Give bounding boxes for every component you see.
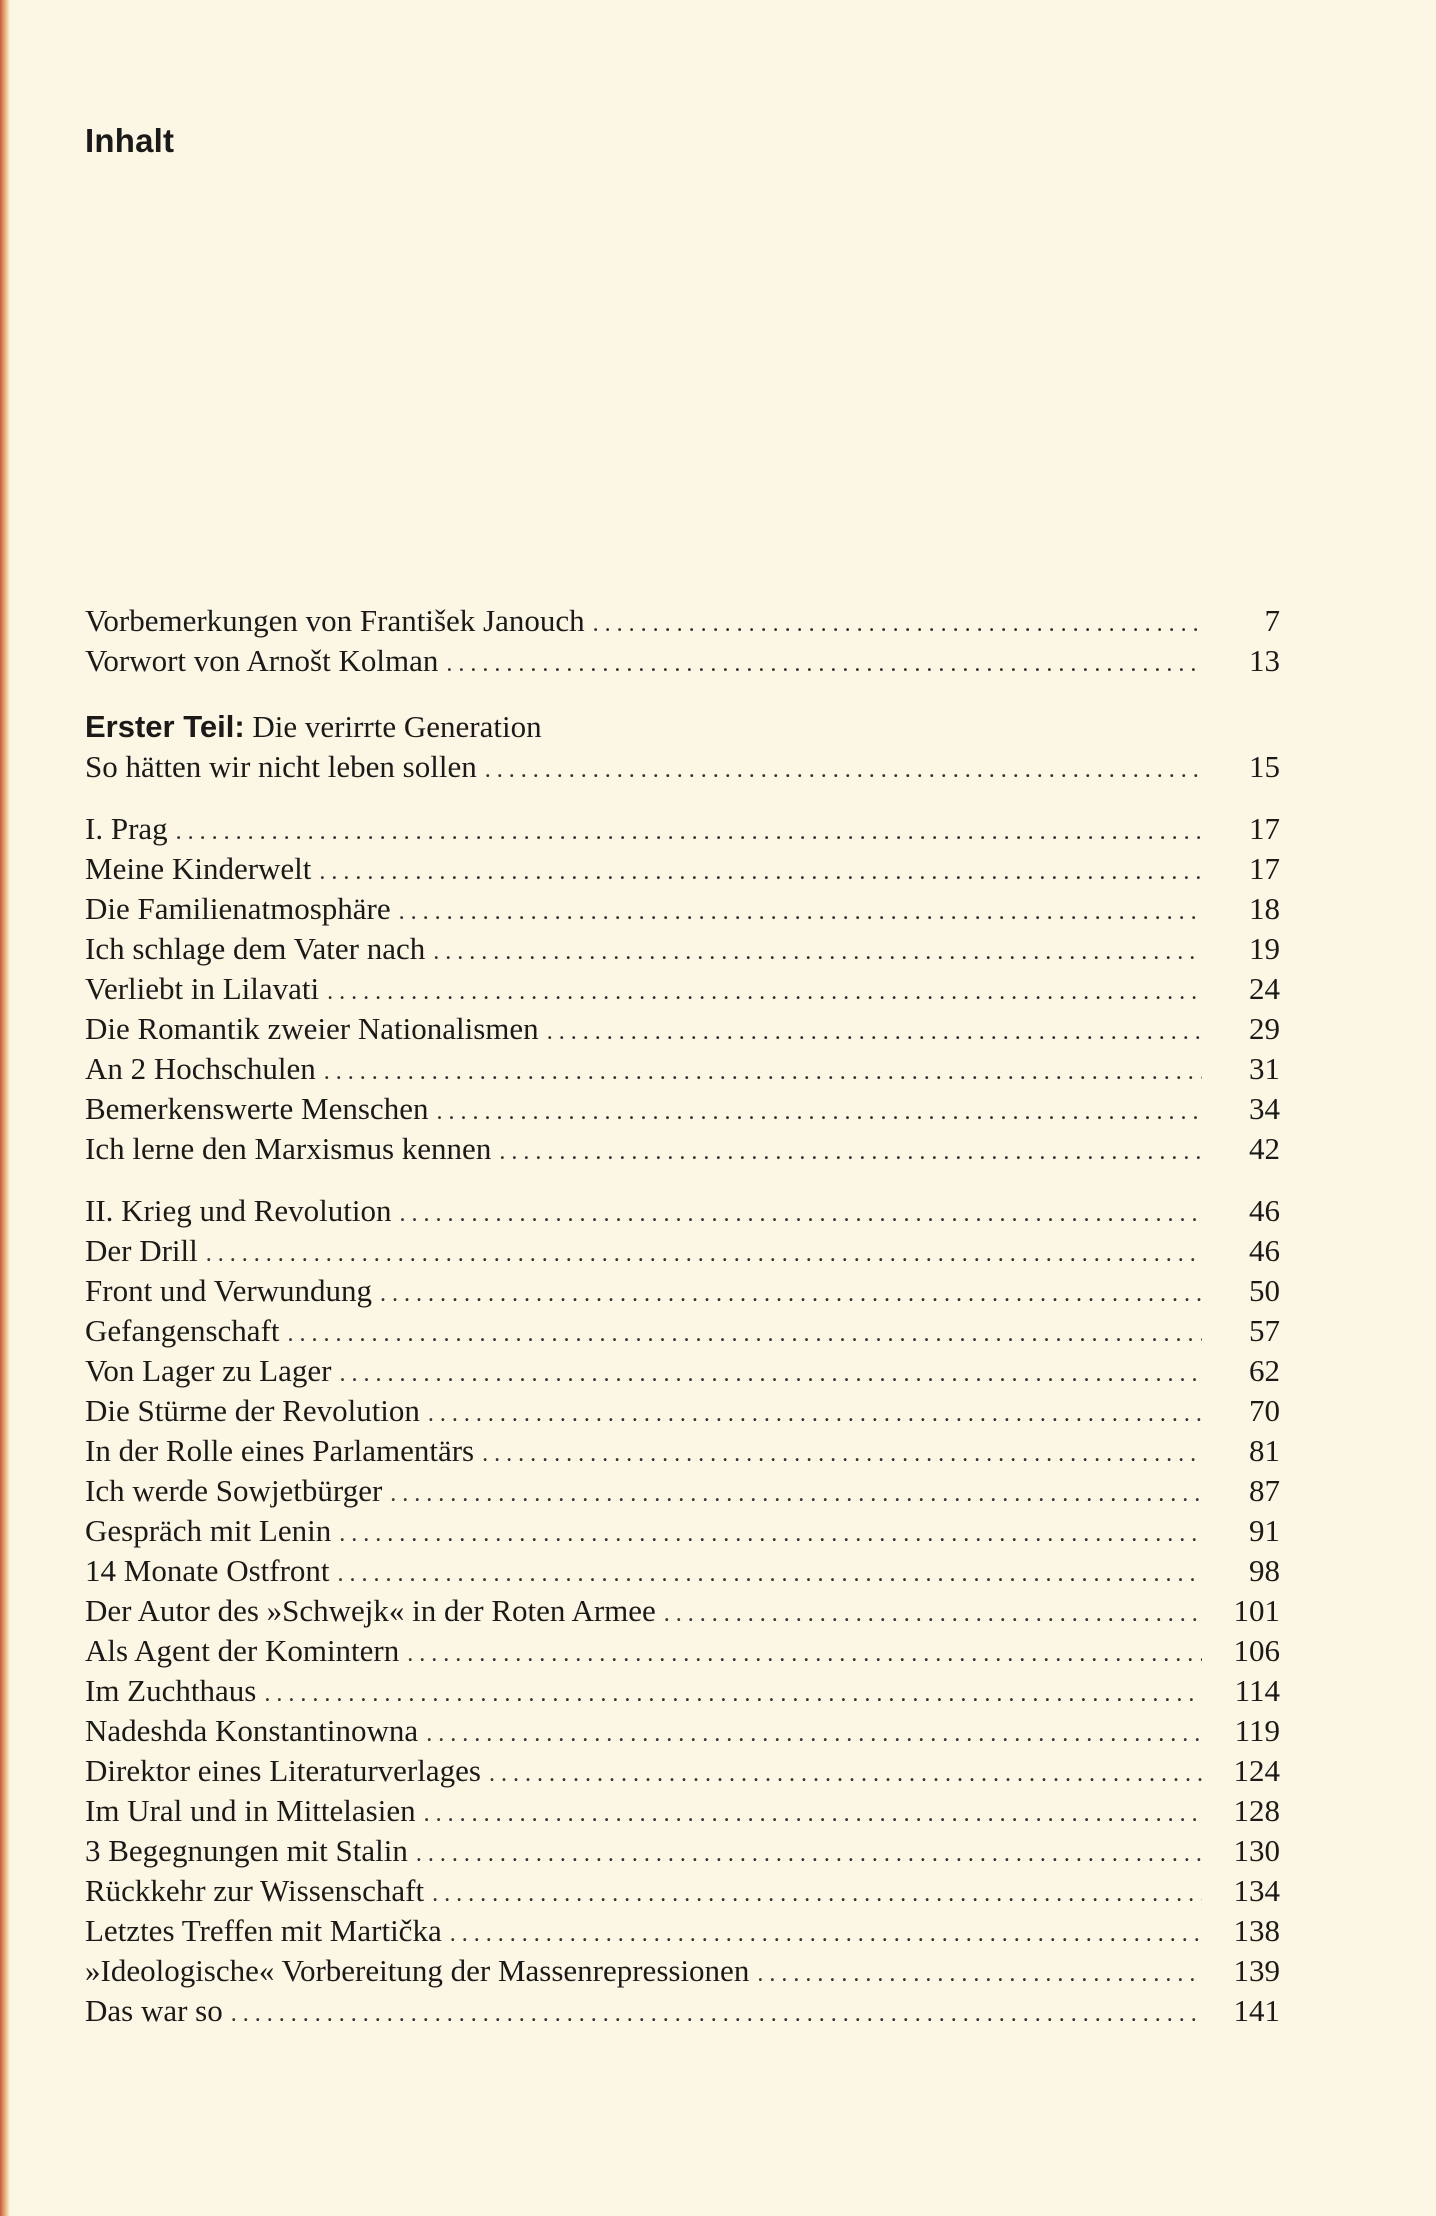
toc-entry[interactable] bbox=[85, 1551, 1280, 1591]
toc-entry[interactable] bbox=[85, 1311, 1280, 1351]
toc-entry-label: Ich lerne den Marxismus kennen bbox=[85, 1131, 492, 1166]
toc-entry-page: 15 bbox=[1249, 749, 1280, 784]
toc-entry-label: Meine Kinderwelt bbox=[85, 851, 312, 886]
toc-entry-page: 119 bbox=[1234, 1713, 1280, 1748]
toc-entry[interactable] bbox=[85, 1391, 1280, 1431]
dot-leader bbox=[547, 1012, 1202, 1052]
toc-entry[interactable] bbox=[85, 1471, 1280, 1511]
toc-entry[interactable] bbox=[85, 1911, 1280, 1951]
section-gap bbox=[85, 681, 1280, 703]
toc-entry-page: 81 bbox=[1249, 1433, 1280, 1468]
toc-entry-label: Die Familienatmosphäre bbox=[85, 891, 391, 926]
toc-entry[interactable] bbox=[85, 1231, 1280, 1271]
dot-leader bbox=[489, 1754, 1202, 1794]
toc-entry-page: 57 bbox=[1249, 1313, 1280, 1348]
toc-entry[interactable] bbox=[85, 1871, 1280, 1911]
part-title: Die verirrte Generation bbox=[252, 709, 542, 744]
toc-entry-page: 29 bbox=[1249, 1011, 1280, 1046]
part-prefix: Erster Teil: bbox=[85, 709, 245, 744]
dot-leader bbox=[485, 750, 1202, 790]
toc-entry-label: Ich werde Sowjetbürger bbox=[85, 1473, 383, 1508]
toc-entry-page: 46 bbox=[1249, 1233, 1280, 1268]
dot-leader bbox=[499, 1132, 1202, 1172]
chapter-two-entries bbox=[85, 1231, 1280, 2031]
dot-leader bbox=[432, 1874, 1202, 1914]
toc-entry[interactable] bbox=[85, 1431, 1280, 1471]
toc-entry[interactable] bbox=[85, 889, 1280, 929]
toc-entry[interactable] bbox=[85, 1049, 1280, 1089]
toc-entry-label: Gefangenschaft bbox=[85, 1313, 280, 1348]
toc-entry-label: An 2 Hochschulen bbox=[85, 1051, 316, 1086]
chapter-heading[interactable] bbox=[85, 1191, 1280, 1231]
toc-entry-page: 13 bbox=[1249, 643, 1280, 678]
toc-entry-label: Die Stürme der Revolution bbox=[85, 1393, 420, 1428]
toc-entry-page: 128 bbox=[1233, 1793, 1280, 1828]
toc-entry-page: 50 bbox=[1249, 1273, 1280, 1308]
toc-entry-label: Letztes Treffen mit Martička bbox=[85, 1913, 442, 1948]
dot-leader bbox=[399, 892, 1202, 932]
dot-leader bbox=[264, 1674, 1202, 1714]
toc-entry[interactable] bbox=[85, 1009, 1280, 1049]
dot-leader bbox=[433, 932, 1202, 972]
toc-entry-page: 17 bbox=[1249, 851, 1280, 886]
toc-entry-label: Vorbemerkungen von František Janouch bbox=[85, 603, 585, 638]
table-of-contents bbox=[85, 601, 1280, 2031]
dot-leader bbox=[288, 1314, 1202, 1354]
toc-entry[interactable] bbox=[85, 601, 1280, 641]
toc-entry-label: Nadeshda Konstantinowna bbox=[85, 1713, 419, 1748]
toc-entry-page: 7 bbox=[1264, 603, 1280, 638]
dot-leader bbox=[450, 1914, 1202, 1954]
toc-entry-label: Rückkehr zur Wissenschaft bbox=[85, 1873, 425, 1908]
chapter-page: 46 bbox=[1249, 1193, 1280, 1228]
dot-leader bbox=[446, 644, 1202, 684]
toc-entry[interactable] bbox=[85, 1791, 1280, 1831]
toc-entry-label: Gespräch mit Lenin bbox=[85, 1513, 332, 1548]
dot-leader bbox=[339, 1514, 1202, 1554]
dot-leader bbox=[593, 604, 1202, 644]
toc-entry-label: Die Romantik zweier Nationalismen bbox=[85, 1011, 539, 1046]
dot-leader bbox=[327, 972, 1202, 1012]
toc-entry-page: 42 bbox=[1249, 1131, 1280, 1166]
toc-entry-label: Ich schlage dem Vater nach bbox=[85, 931, 426, 966]
toc-entry[interactable] bbox=[85, 1631, 1280, 1671]
toc-entry-page: 91 bbox=[1249, 1513, 1280, 1548]
toc-entry-label: Bemerkenswerte Menschen bbox=[85, 1091, 429, 1126]
toc-entry[interactable] bbox=[85, 641, 1280, 681]
dot-leader bbox=[407, 1634, 1202, 1674]
toc-entry[interactable] bbox=[85, 1511, 1280, 1551]
dot-leader bbox=[757, 1954, 1202, 1994]
section-gap bbox=[85, 1169, 1280, 1191]
toc-entry-label: Das war so bbox=[85, 1993, 223, 2028]
toc-entry-page: 19 bbox=[1249, 931, 1280, 966]
dot-leader bbox=[436, 1092, 1202, 1132]
part-heading bbox=[85, 707, 1280, 747]
chapter-page: 17 bbox=[1249, 811, 1280, 846]
toc-entry-page: 130 bbox=[1233, 1833, 1280, 1868]
toc-entry[interactable] bbox=[85, 747, 1280, 787]
toc-entry-page: 101 bbox=[1233, 1593, 1280, 1628]
toc-entry[interactable] bbox=[85, 1671, 1280, 1711]
section-gap bbox=[85, 787, 1280, 809]
toc-entry-page: 124 bbox=[1233, 1753, 1280, 1788]
dot-leader bbox=[176, 812, 1202, 852]
toc-entry-label: Der Drill bbox=[85, 1233, 198, 1268]
toc-entry-label: Als Agent der Komintern bbox=[85, 1633, 400, 1668]
toc-entry-label: Front und Verwundung bbox=[85, 1273, 373, 1308]
dot-leader bbox=[319, 852, 1202, 892]
toc-entry-page: 114 bbox=[1234, 1673, 1280, 1708]
toc-entry-label: 3 Begegnungen mit Stalin bbox=[85, 1833, 408, 1868]
chapter-title: I. Prag bbox=[85, 811, 168, 846]
toc-entry-page: 18 bbox=[1249, 891, 1280, 926]
toc-entry-page: 31 bbox=[1249, 1051, 1280, 1086]
toc-entry-page: 87 bbox=[1249, 1473, 1280, 1508]
toc-entry-page: 62 bbox=[1249, 1353, 1280, 1388]
dot-leader bbox=[231, 1994, 1202, 2034]
dot-leader bbox=[339, 1354, 1202, 1394]
toc-entry-page: 139 bbox=[1233, 1953, 1280, 1988]
dot-leader bbox=[390, 1474, 1202, 1514]
toc-entry-label: Der Autor des »Schwejk« in der Roten Armee bbox=[85, 1593, 656, 1628]
page-edge bbox=[0, 0, 10, 2216]
dot-leader bbox=[424, 1794, 1202, 1834]
dot-leader bbox=[324, 1052, 1202, 1092]
toc-entry[interactable] bbox=[85, 849, 1280, 889]
chapter-one-entries bbox=[85, 849, 1280, 1169]
toc-entry[interactable] bbox=[85, 1751, 1280, 1791]
chapter-title: II. Krieg und Revolution bbox=[85, 1193, 392, 1228]
toc-entry-label: Verliebt in Lilavati bbox=[85, 971, 320, 1006]
toc-entry-label: 14 Monate Ostfront bbox=[85, 1553, 330, 1588]
toc-entry[interactable] bbox=[85, 1351, 1280, 1391]
toc-entry-page: 24 bbox=[1249, 971, 1280, 1006]
toc-entry-label: Im Ural und in Mittelasien bbox=[85, 1793, 416, 1828]
toc-entry[interactable] bbox=[85, 1129, 1280, 1169]
dot-leader bbox=[206, 1234, 1202, 1274]
toc-entry-page: 134 bbox=[1233, 1873, 1280, 1908]
dot-leader bbox=[482, 1434, 1202, 1474]
dot-leader bbox=[416, 1834, 1202, 1874]
toc-entry-label: So hätten wir nicht leben sollen bbox=[85, 749, 477, 784]
toc-entry[interactable] bbox=[85, 1831, 1280, 1871]
toc-entry-page: 70 bbox=[1249, 1393, 1280, 1428]
toc-entry-page: 138 bbox=[1233, 1913, 1280, 1948]
toc-entry-page: 98 bbox=[1249, 1553, 1280, 1588]
toc-entry-label: Direktor eines Literaturverlages bbox=[85, 1753, 481, 1788]
dot-leader bbox=[338, 1554, 1202, 1594]
dot-leader bbox=[426, 1714, 1202, 1754]
toc-entry-label: Im Zuchthaus bbox=[85, 1673, 257, 1708]
dot-leader bbox=[380, 1274, 1202, 1314]
toc-entry-label: Von Lager zu Lager bbox=[85, 1353, 332, 1388]
toc-entry-label: In der Rolle eines Parlamentärs bbox=[85, 1433, 475, 1468]
page-title: Inhalt bbox=[85, 122, 175, 159]
toc-entry-page: 106 bbox=[1233, 1633, 1280, 1668]
toc-entry[interactable] bbox=[85, 1271, 1280, 1311]
toc-entry[interactable] bbox=[85, 1991, 1280, 2031]
dot-leader bbox=[664, 1594, 1202, 1634]
toc-entry[interactable] bbox=[85, 969, 1280, 1009]
toc-entry[interactable] bbox=[85, 1591, 1280, 1631]
chapter-heading[interactable] bbox=[85, 809, 1280, 849]
dot-leader bbox=[428, 1394, 1202, 1434]
toc-entry-label: Vorwort von Arnošt Kolman bbox=[85, 643, 439, 678]
toc-entry[interactable] bbox=[85, 929, 1280, 969]
toc-entry-page: 34 bbox=[1249, 1091, 1280, 1126]
toc-entry[interactable] bbox=[85, 1951, 1280, 1991]
dot-leader bbox=[400, 1194, 1202, 1234]
toc-entry-label: »Ideologische« Vorbereitung der Massenrepressionen bbox=[85, 1953, 750, 1988]
toc-entry[interactable] bbox=[85, 1089, 1280, 1129]
toc-entry-page: 141 bbox=[1233, 1993, 1280, 2028]
toc-entry[interactable] bbox=[85, 1711, 1280, 1751]
